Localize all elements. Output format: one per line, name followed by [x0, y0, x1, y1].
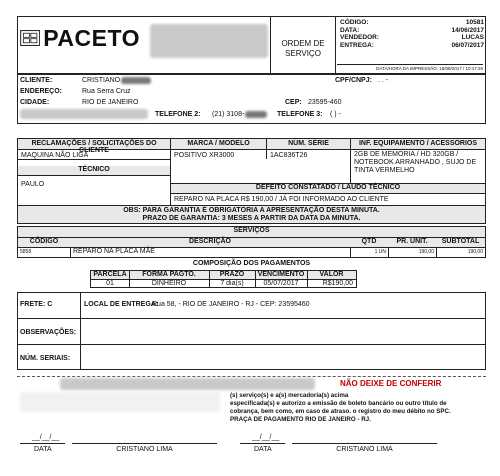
- header-info: [340, 19, 484, 49]
- obs-line-2: PRAZO DE GARANTIA: 3 MESES A PARTIR DA DATA DA MINUTA.: [142, 215, 361, 222]
- data-value: 14/06/2017: [451, 26, 484, 34]
- pg-col-valor: VALOR: [319, 271, 344, 278]
- srv-col-qtd: QTD: [361, 238, 377, 245]
- entrega-value: 06/07/2017: [451, 41, 484, 49]
- company-logo: [20, 23, 140, 53]
- info-value: 2GB DE MEMORIA / HD 320GB / NOTEBOOK ARRANHADO , SUJO DE TINTA VERMELHO: [354, 151, 477, 174]
- pg-parcela: 01: [106, 280, 114, 287]
- local-label: LOCAL DE ENTREGA:: [84, 301, 159, 308]
- pg-forma: DINHEIRO: [151, 280, 187, 287]
- impressao-stamp: DATA/HORA DA IMPRESSÃO: 15/08/2017 / 10:17:26: [337, 64, 483, 71]
- doc-title-line-2: SERVIÇO: [285, 49, 321, 58]
- col-marca: MARCA / MODELO: [187, 140, 250, 147]
- pagamentos-title: COMPOSIÇÃO DOS PAGAMENTOS: [192, 260, 311, 267]
- observacoes-label: OBSERVAÇÕES:: [20, 329, 77, 336]
- termo-line-4: PRAÇA DE PAGAMENTO RIO DE JANEIRO - RJ.: [230, 416, 371, 423]
- tel3-value: ( ) -: [330, 111, 341, 118]
- cliente-label: CLIENTE:: [20, 77, 53, 84]
- pg-valor: R$190,00: [322, 280, 353, 287]
- redacted-phone-1: [20, 109, 148, 119]
- pg-col-parcela: PARCELA: [93, 271, 127, 278]
- sig-date-label-left: DATA: [34, 446, 52, 453]
- srv-col-descricao: DESCRIÇÃO: [188, 238, 231, 245]
- cliente-value: CRISTIANO: [82, 77, 121, 84]
- col-reclamacoes: RECLAMAÇÕES / SOLICITAÇÕES DO CLIENTE: [31, 140, 157, 154]
- termo-line-2: especificada(s) e autorizo a emissão de boleto bancário ou outro título de: [230, 400, 447, 407]
- col-serie: NÚM. SÉRIE: [288, 140, 329, 147]
- doc-title: [271, 39, 335, 59]
- pagamentos-table: [90, 270, 357, 288]
- obs-line-1: OBS: PARA GARANTIA É OBRIGATÓRIA A APRESENTAÇÃO DESTA MINUTA.: [123, 207, 380, 214]
- tel3-label: TELEFONE 3:: [277, 111, 323, 118]
- codigo-value: 10581: [465, 19, 484, 26]
- redacted-termo: [60, 378, 315, 390]
- tel2-label: TELEFONE 2:: [155, 111, 201, 118]
- sig-name-right: CRISTIANO LIMA: [336, 446, 393, 453]
- pg-prazo: 7 dia(s): [220, 280, 244, 287]
- pg-col-prazo: PRAZO: [219, 271, 245, 278]
- serie-value: 1AC836T26: [270, 152, 308, 159]
- tecnico-value: PAULO: [21, 181, 45, 188]
- sig-name-left: CRISTIANO LIMA: [116, 446, 173, 453]
- codigo-label: CÓDIGO:: [340, 19, 369, 26]
- termo-line-1: (s) serviço(s) e a(s) mercadoria(s) acima: [230, 392, 349, 399]
- logo-text: PACETO: [43, 24, 140, 51]
- obs-garantia: [18, 207, 485, 223]
- cep-value: 23595-460: [308, 99, 342, 106]
- tel2-value: (21) 3108-: [212, 111, 245, 118]
- cidade-value: RIO DE JANEIRO: [82, 99, 139, 106]
- redacted-phone-2: [245, 111, 267, 118]
- pg-vencimento: 05/07/2017: [263, 280, 299, 287]
- tecnico-header: TÉCNICO: [78, 166, 110, 173]
- cpf-value: . . -: [378, 77, 389, 84]
- sig-date-right: __/__/__: [252, 434, 280, 441]
- srv-descricao: REPARO NA PLACA MÃE: [73, 248, 155, 255]
- srv-qtd: 1 UN: [374, 249, 386, 255]
- logo-squares-icon: [20, 26, 40, 50]
- sig-date-left: __/__/__: [32, 434, 60, 441]
- pg-col-forma: FORMA PAGTO.: [142, 271, 196, 278]
- endereco-label: ENDEREÇO:: [20, 88, 63, 95]
- frete-label: FRETE: C: [20, 301, 53, 308]
- seriais-label: NÚM. SERIAIS:: [20, 355, 71, 362]
- cep-label: CEP:: [285, 99, 302, 106]
- sig-date-label-right: DATA: [254, 446, 272, 453]
- marca-value: POSITIVO XR3000: [174, 152, 235, 159]
- pg-col-vencimento: VENCIMENTO: [257, 271, 305, 278]
- redacted-surname: [121, 77, 151, 84]
- local-value: Rua 58, - RIO DE JANEIRO - RJ - CEP: 23595460: [152, 301, 310, 308]
- srv-col-unit: PR. UNIT.: [396, 238, 428, 245]
- defeito-header: DEFEITO CONSTATADO / LAUDO TÉCNICO: [255, 184, 401, 191]
- doc-title-box: [270, 16, 336, 74]
- srv-col-codigo: CÓDIGO: [29, 238, 59, 245]
- servicos-title: SERVIÇOS: [233, 227, 270, 234]
- vendedor-value: LUCAS: [461, 34, 484, 41]
- termo-text: [230, 392, 480, 424]
- redacted-block: [150, 24, 268, 58]
- cidade-label: CIDADE:: [20, 99, 50, 106]
- srv-col-subtotal: SUBTOTAL: [441, 238, 480, 245]
- entrega-label: ENTREGA:: [340, 41, 374, 49]
- doc-title-line-1: ORDEM DE: [281, 39, 325, 48]
- table-row: [18, 248, 485, 257]
- termo-line-3: cobrança, bem como, em caso de atraso. o registro do meu débito no SPC.: [230, 408, 451, 415]
- redacted-termo-left: [20, 392, 220, 412]
- col-info: INF. EQUIPAMENTO / ACESSÓRIOS: [358, 140, 478, 147]
- data-label: DATA:: [340, 26, 360, 34]
- srv-unit: 190,00: [418, 249, 434, 255]
- endereco-value: Rua Serra Cruz: [82, 88, 131, 95]
- laudo-value: REPARO NA PLACA R$ 190,00 / JÁ FOI INFORMADO AO CLIENTE: [174, 196, 389, 203]
- vendedor-label: VENDEDOR:: [340, 34, 380, 41]
- reclamacao-value: MAQUINA NÃO LIGA: [21, 152, 89, 159]
- nao-deixe-conferir: NÃO DEIXE DE CONFERIR: [340, 379, 442, 388]
- srv-subtotal: 190,00: [467, 249, 483, 255]
- srv-codigo: 5858: [20, 249, 32, 255]
- cpf-label: CPF/CNPJ:: [335, 77, 372, 84]
